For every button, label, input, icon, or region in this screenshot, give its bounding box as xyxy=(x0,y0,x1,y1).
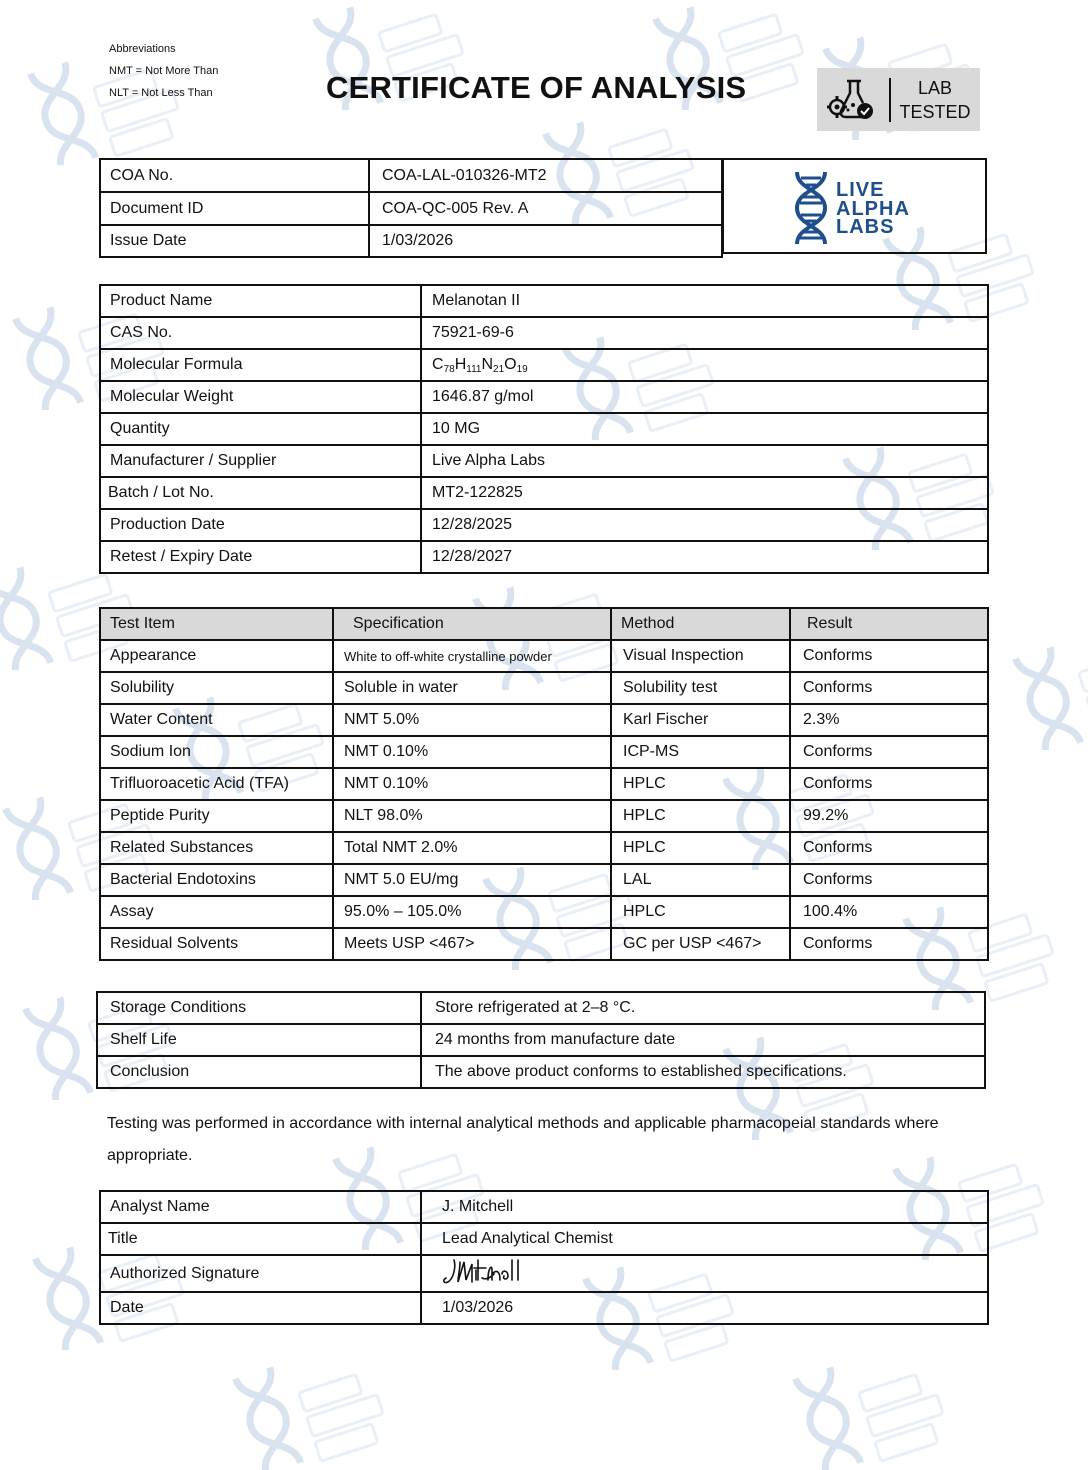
table-row xyxy=(100,1255,988,1292)
table-row xyxy=(100,768,988,800)
method-cell: HPLC xyxy=(611,832,790,864)
expiry-date-value: 12/28/2027 xyxy=(421,541,988,573)
test-item-cell: Sodium Ion xyxy=(100,736,333,768)
brand-logo xyxy=(722,158,987,254)
table-row xyxy=(97,1024,985,1056)
formula-element: H xyxy=(454,355,467,373)
table-row xyxy=(100,285,988,317)
logo-word-labs: LABS xyxy=(836,216,895,238)
molecular-weight-value: 1646.87 g/mol xyxy=(421,381,988,413)
table-row xyxy=(100,509,988,541)
method-cell: HPLC xyxy=(611,800,790,832)
specification-cell: 95.0% – 105.0% xyxy=(333,896,611,928)
signature-cell xyxy=(421,1255,988,1292)
abbreviations xyxy=(109,38,218,104)
handwritten-signature xyxy=(442,1256,542,1286)
analyst-label: Analyst Name xyxy=(100,1191,421,1223)
table-row xyxy=(100,736,988,768)
cas-value: 75921-69-6 xyxy=(421,317,988,349)
method-cell: HPLC xyxy=(611,896,790,928)
page-title: CERTIFICATE OF ANALYSIS xyxy=(326,70,747,105)
signoff-table xyxy=(99,1190,989,1325)
table-row xyxy=(100,445,988,477)
document-info-table xyxy=(99,158,723,258)
badge-line-tested: TESTED xyxy=(899,102,971,122)
table-row xyxy=(100,381,988,413)
title-value: Lead Analytical Chemist xyxy=(421,1223,988,1255)
expiry-date-label: Retest / Expiry Date xyxy=(100,541,421,573)
lab-tested-badge xyxy=(817,68,980,131)
result-cell: Conforms xyxy=(790,832,988,864)
manufacturer-value: Live Alpha Labs xyxy=(421,445,988,477)
table-row xyxy=(100,640,988,672)
table-row xyxy=(100,1191,988,1223)
table-row xyxy=(100,477,988,509)
method-cell: LAL xyxy=(611,864,790,896)
method-cell: Karl Fischer xyxy=(611,704,790,736)
date-value: 1/03/2026 xyxy=(421,1292,988,1324)
issue-date-value: 1/03/2026 xyxy=(369,225,722,257)
table-row xyxy=(100,864,988,896)
table-row xyxy=(100,1292,988,1324)
table-row xyxy=(100,1223,988,1255)
method-cell: ICP-MS xyxy=(611,736,790,768)
document-id-label: Document ID xyxy=(100,192,369,225)
storage-label: Storage Conditions xyxy=(97,992,421,1024)
specification-cell: White to off-white crystalline powder xyxy=(333,640,611,672)
header-method: Method xyxy=(611,608,790,640)
result-cell: 100.4% xyxy=(790,896,988,928)
date-label: Date xyxy=(100,1292,421,1324)
title-label: Title xyxy=(100,1223,421,1255)
table-row xyxy=(100,317,988,349)
logo-word-alpha: ALPHA xyxy=(836,198,910,220)
test-item-cell: Water Content xyxy=(100,704,333,736)
result-cell: Conforms xyxy=(790,736,988,768)
coa-no-value: COA-LAL-010326-MT2 xyxy=(369,159,722,192)
dna-icon xyxy=(793,170,829,251)
testing-statement: Testing was performed in accordance with internal analytical methods and applicable pharmacopeial standards where appropriate. xyxy=(107,1115,939,1164)
abbreviation-nmt: NMT = Not More Than xyxy=(109,65,219,77)
test-item-cell: Appearance xyxy=(100,640,333,672)
table-row xyxy=(100,896,988,928)
specification-cell: NLT 98.0% xyxy=(333,800,611,832)
result-cell: Conforms xyxy=(790,768,988,800)
result-cell: Conforms xyxy=(790,640,988,672)
table-row xyxy=(100,413,988,445)
abbreviations-title: Abbreviations xyxy=(109,43,176,55)
test-item-cell: Trifluoroacetic Acid (TFA) xyxy=(100,768,333,800)
method-cell: GC per USP <467> xyxy=(611,928,790,960)
formula-label: Molecular Formula xyxy=(100,349,421,381)
product-name-value: Melanotan II xyxy=(421,285,988,317)
formula-element: N xyxy=(481,355,494,373)
specification-cell: Soluble in water xyxy=(333,672,611,704)
header-result: Result xyxy=(790,608,988,640)
test-item-cell: Peptide Purity xyxy=(100,800,333,832)
table-row xyxy=(100,192,722,225)
table-row xyxy=(100,159,722,192)
test-results-table xyxy=(99,607,989,961)
table-row xyxy=(100,832,988,864)
result-cell: Conforms xyxy=(790,864,988,896)
coa-no-label: COA No. xyxy=(100,159,369,192)
specification-cell: Total NMT 2.0% xyxy=(333,832,611,864)
method-cell: HPLC xyxy=(611,768,790,800)
formula-value xyxy=(421,349,988,381)
specification-cell: Meets USP <467> xyxy=(333,928,611,960)
product-name-label: Product Name xyxy=(100,285,421,317)
conclusion-value: The above product conforms to established specifications. xyxy=(421,1056,985,1088)
table-row xyxy=(100,704,988,736)
manufacturer-label: Manufacturer / Supplier xyxy=(100,445,421,477)
table-row xyxy=(100,225,722,257)
badge-line-lab: LAB xyxy=(917,78,953,98)
table-row xyxy=(100,928,988,960)
header-specification: Specification xyxy=(333,608,611,640)
table-row xyxy=(100,800,988,832)
issue-date-label: Issue Date xyxy=(100,225,369,257)
table-header-row xyxy=(100,608,988,640)
logo-word-live: LIVE xyxy=(836,179,885,201)
storage-table xyxy=(96,991,986,1089)
cas-label: CAS No. xyxy=(100,317,421,349)
formula-count: 78 xyxy=(443,363,455,375)
analyst-value: J. Mitchell xyxy=(421,1191,988,1223)
watermark-dna-icon xyxy=(1010,640,1088,750)
method-cell: Visual Inspection xyxy=(611,640,790,672)
specification-cell: NMT 5.0 EU/mg xyxy=(333,864,611,896)
specification-cell: NMT 5.0% xyxy=(333,704,611,736)
table-row xyxy=(100,349,988,381)
table-row xyxy=(100,541,988,573)
method-cell: Solubility test xyxy=(611,672,790,704)
specification-cell: NMT 0.10% xyxy=(333,736,611,768)
signature-label: Authorized Signature xyxy=(100,1255,421,1292)
result-cell: Conforms xyxy=(790,928,988,960)
badge-text xyxy=(895,76,975,124)
result-cell: 99.2% xyxy=(790,800,988,832)
document-id-value: COA-QC-005 Rev. A xyxy=(369,192,722,225)
specification-cell: NMT 0.10% xyxy=(333,768,611,800)
test-item-cell: Bacterial Endotoxins xyxy=(100,864,333,896)
product-info-table xyxy=(99,284,989,574)
table-row xyxy=(97,1056,985,1088)
table-row xyxy=(100,672,988,704)
abbreviation-nlt: NLT = Not Less Than xyxy=(109,87,213,99)
result-cell: 2.3% xyxy=(790,704,988,736)
storage-value: Store refrigerated at 2–8 °C. xyxy=(421,992,985,1024)
production-date-label: Production Date xyxy=(100,509,421,541)
test-item-cell: Related Substances xyxy=(100,832,333,864)
formula-element: O xyxy=(504,355,517,373)
formula-count: 19 xyxy=(516,363,528,375)
conclusion-label: Conclusion xyxy=(97,1056,421,1088)
watermark-dna-icon xyxy=(790,1360,960,1470)
batch-label: Batch / Lot No. xyxy=(100,477,421,509)
test-item-cell: Assay xyxy=(100,896,333,928)
production-date-value: 12/28/2025 xyxy=(421,509,988,541)
batch-value: MT2-122825 xyxy=(421,477,988,509)
lab-flask-gear-icon xyxy=(827,77,875,128)
quantity-label: Quantity xyxy=(100,413,421,445)
test-item-cell: Residual Solvents xyxy=(100,928,333,960)
formula-count: 111 xyxy=(466,363,482,375)
molecular-weight-label: Molecular Weight xyxy=(100,381,421,413)
table-row xyxy=(97,992,985,1024)
badge-divider xyxy=(889,78,891,122)
shelf-life-value: 24 months from manufacture date xyxy=(421,1024,985,1056)
test-item-cell: Solubility xyxy=(100,672,333,704)
watermark-dna-icon xyxy=(230,1360,400,1470)
header-test-item: Test Item xyxy=(100,608,333,640)
formula-element: C xyxy=(432,355,444,373)
formula-count: 21 xyxy=(493,363,505,375)
result-cell: Conforms xyxy=(790,672,988,704)
shelf-life-label: Shelf Life xyxy=(97,1024,421,1056)
quantity-value: 10 MG xyxy=(421,413,988,445)
